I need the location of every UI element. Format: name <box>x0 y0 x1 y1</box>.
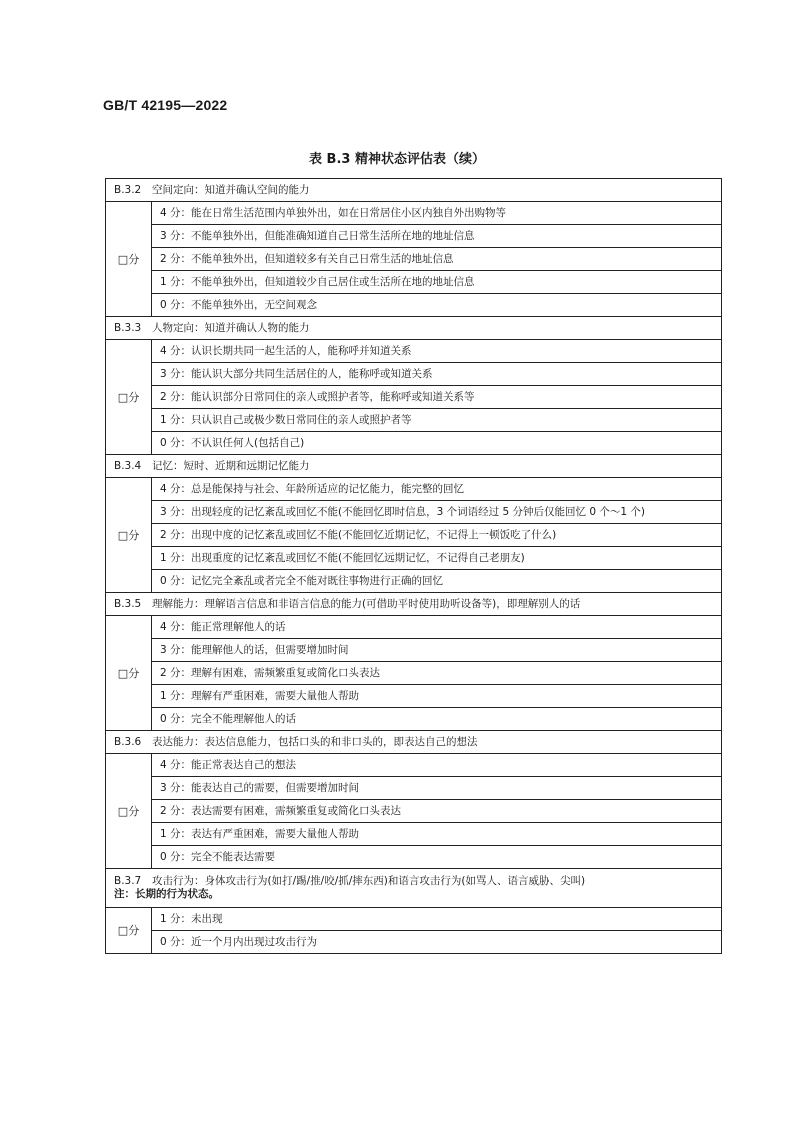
section-header <box>106 731 722 754</box>
option-text: 4 分：能在日常生活范围内单独外出，如在日常居住小区内独自外出购物等 <box>152 202 722 225</box>
option-text: 3 分：不能单独外出，但能准确知道自己日常生活所在地的地址信息 <box>152 225 722 248</box>
score-box[interactable]: □分 <box>106 754 152 869</box>
document-code: GB/T 42195—2022 <box>103 97 228 113</box>
option-text: 2 分：出现中度的记忆紊乱或回忆不能(不能回忆近期记忆，不记得上一顿饭吃了什么) <box>152 524 722 547</box>
score-box[interactable]: □分 <box>106 202 152 317</box>
option-row <box>106 800 722 823</box>
option-row <box>106 662 722 685</box>
section-header <box>106 455 722 478</box>
option-row <box>106 363 722 386</box>
option-text: 1 分：只认识自己或极少数日常同住的亲人或照护者等 <box>152 409 722 432</box>
table-title: 表 B.3 精神状态评估表（续） <box>309 152 485 167</box>
option-row <box>106 432 722 455</box>
option-row <box>106 340 722 363</box>
option-row <box>106 846 722 869</box>
section-title: 理解能力：理解语言信息和非语言信息的能力(可借助平时使用助听设备等)，即理解别人的话 <box>152 597 581 610</box>
option-row <box>106 271 722 294</box>
section-code: B.3.5 <box>114 597 142 610</box>
option-text: 2 分：表达需要有困难，需频繁重复或简化口头表达 <box>152 800 722 823</box>
option-row <box>106 547 722 570</box>
option-row <box>106 570 722 593</box>
section-code: B.3.2 <box>114 183 142 196</box>
score-box[interactable]: □分 <box>106 908 152 954</box>
section-code: B.3.7 <box>114 875 142 887</box>
option-row <box>106 202 722 225</box>
option-row <box>106 501 722 524</box>
option-text: 4 分：能正常理解他人的话 <box>152 616 722 639</box>
option-text: 4 分：认识长期共同一起生活的人，能称呼并知道关系 <box>152 340 722 363</box>
option-row <box>106 248 722 271</box>
section-code: B.3.3 <box>114 321 142 334</box>
section-header-row <box>106 317 722 340</box>
score-box[interactable]: □分 <box>106 478 152 593</box>
option-row <box>106 225 722 248</box>
option-row <box>106 931 722 954</box>
option-text: 3 分：能表达自己的需要，但需要增加时间 <box>152 777 722 800</box>
option-text: 2 分：能认识部分日常同住的亲人或照护者等，能称呼或知道关系等 <box>152 386 722 409</box>
option-row <box>106 294 722 317</box>
option-row <box>106 685 722 708</box>
section-header-row <box>106 731 722 754</box>
section-header-row <box>106 593 722 616</box>
section-title: 人物定向：知道并确认人物的能力 <box>152 321 310 334</box>
option-row <box>106 386 722 409</box>
mental-state-assessment-table <box>105 178 722 954</box>
score-box[interactable]: □分 <box>106 340 152 455</box>
option-text: 3 分：能认识大部分共同生活居住的人，能称呼或知道关系 <box>152 363 722 386</box>
section-title: 攻击行为：身体攻击行为(如打/踢/推/咬/抓/摔东西)和语言攻击行为(如骂人、语言威胁、尖叫) <box>152 875 586 887</box>
section-header-row <box>106 179 722 202</box>
option-row <box>106 777 722 800</box>
option-row <box>106 478 722 501</box>
section-header <box>106 593 722 616</box>
option-row <box>106 908 722 931</box>
section-code: B.3.4 <box>114 459 142 472</box>
option-row <box>106 823 722 846</box>
option-row <box>106 524 722 547</box>
option-text: 1 分：出现重度的记忆紊乱或回忆不能(不能回忆远期记忆，不记得自己老朋友) <box>152 547 722 570</box>
option-text: 3 分：出现轻度的记忆紊乱或回忆不能(不能回忆即时信息，3 个词语经过 5 分钟后仅能回忆 0 个～1 个) <box>152 501 722 524</box>
option-text: 4 分：总是能保持与社会、年龄所适应的记忆能力，能完整的回忆 <box>152 478 722 501</box>
section-header-row <box>106 455 722 478</box>
section-title: 空间定向：知道并确认空间的能力 <box>152 183 310 196</box>
option-text: 1 分：不能单独外出，但知道较少自己居住或生活所在地的地址信息 <box>152 271 722 294</box>
option-row <box>106 754 722 777</box>
option-text: 0 分：完全不能表达需要 <box>152 846 722 869</box>
option-text: 2 分：不能单独外出，但知道较多有关自己日常生活的地址信息 <box>152 248 722 271</box>
section-header-row <box>106 869 722 908</box>
option-row <box>106 616 722 639</box>
section-header <box>106 317 722 340</box>
section-code: B.3.6 <box>114 735 142 748</box>
option-text: 3 分：能理解他人的话，但需要增加时间 <box>152 639 722 662</box>
section-header <box>106 179 722 202</box>
option-text: 1 分：未出现 <box>152 908 722 931</box>
option-row <box>106 409 722 432</box>
option-text: 0 分：不能单独外出，无空间观念 <box>152 294 722 317</box>
option-text: 0 分：不认识任何人(包括自己) <box>152 432 722 455</box>
option-text: 2 分：理解有困难，需频繁重复或简化口头表达 <box>152 662 722 685</box>
score-box[interactable]: □分 <box>106 616 152 731</box>
option-row <box>106 639 722 662</box>
section-note: 注：长期的行为状态。 <box>114 888 219 900</box>
option-text: 0 分：近一个月内出现过攻击行为 <box>152 931 722 954</box>
option-text: 1 分：表达有严重困难，需要大量他人帮助 <box>152 823 722 846</box>
section-title: 记忆：短时、近期和远期记忆能力 <box>152 459 310 472</box>
option-text: 4 分：能正常表达自己的想法 <box>152 754 722 777</box>
option-text: 0 分：记忆完全紊乱或者完全不能对既往事物进行正确的回忆 <box>152 570 722 593</box>
option-text: 1 分：理解有严重困难，需要大量他人帮助 <box>152 685 722 708</box>
section-header <box>106 869 722 908</box>
section-title: 表达能力：表达信息能力，包括口头的和非口头的，即表达自己的想法 <box>152 735 478 748</box>
option-text: 0 分：完全不能理解他人的话 <box>152 708 722 731</box>
option-row <box>106 708 722 731</box>
